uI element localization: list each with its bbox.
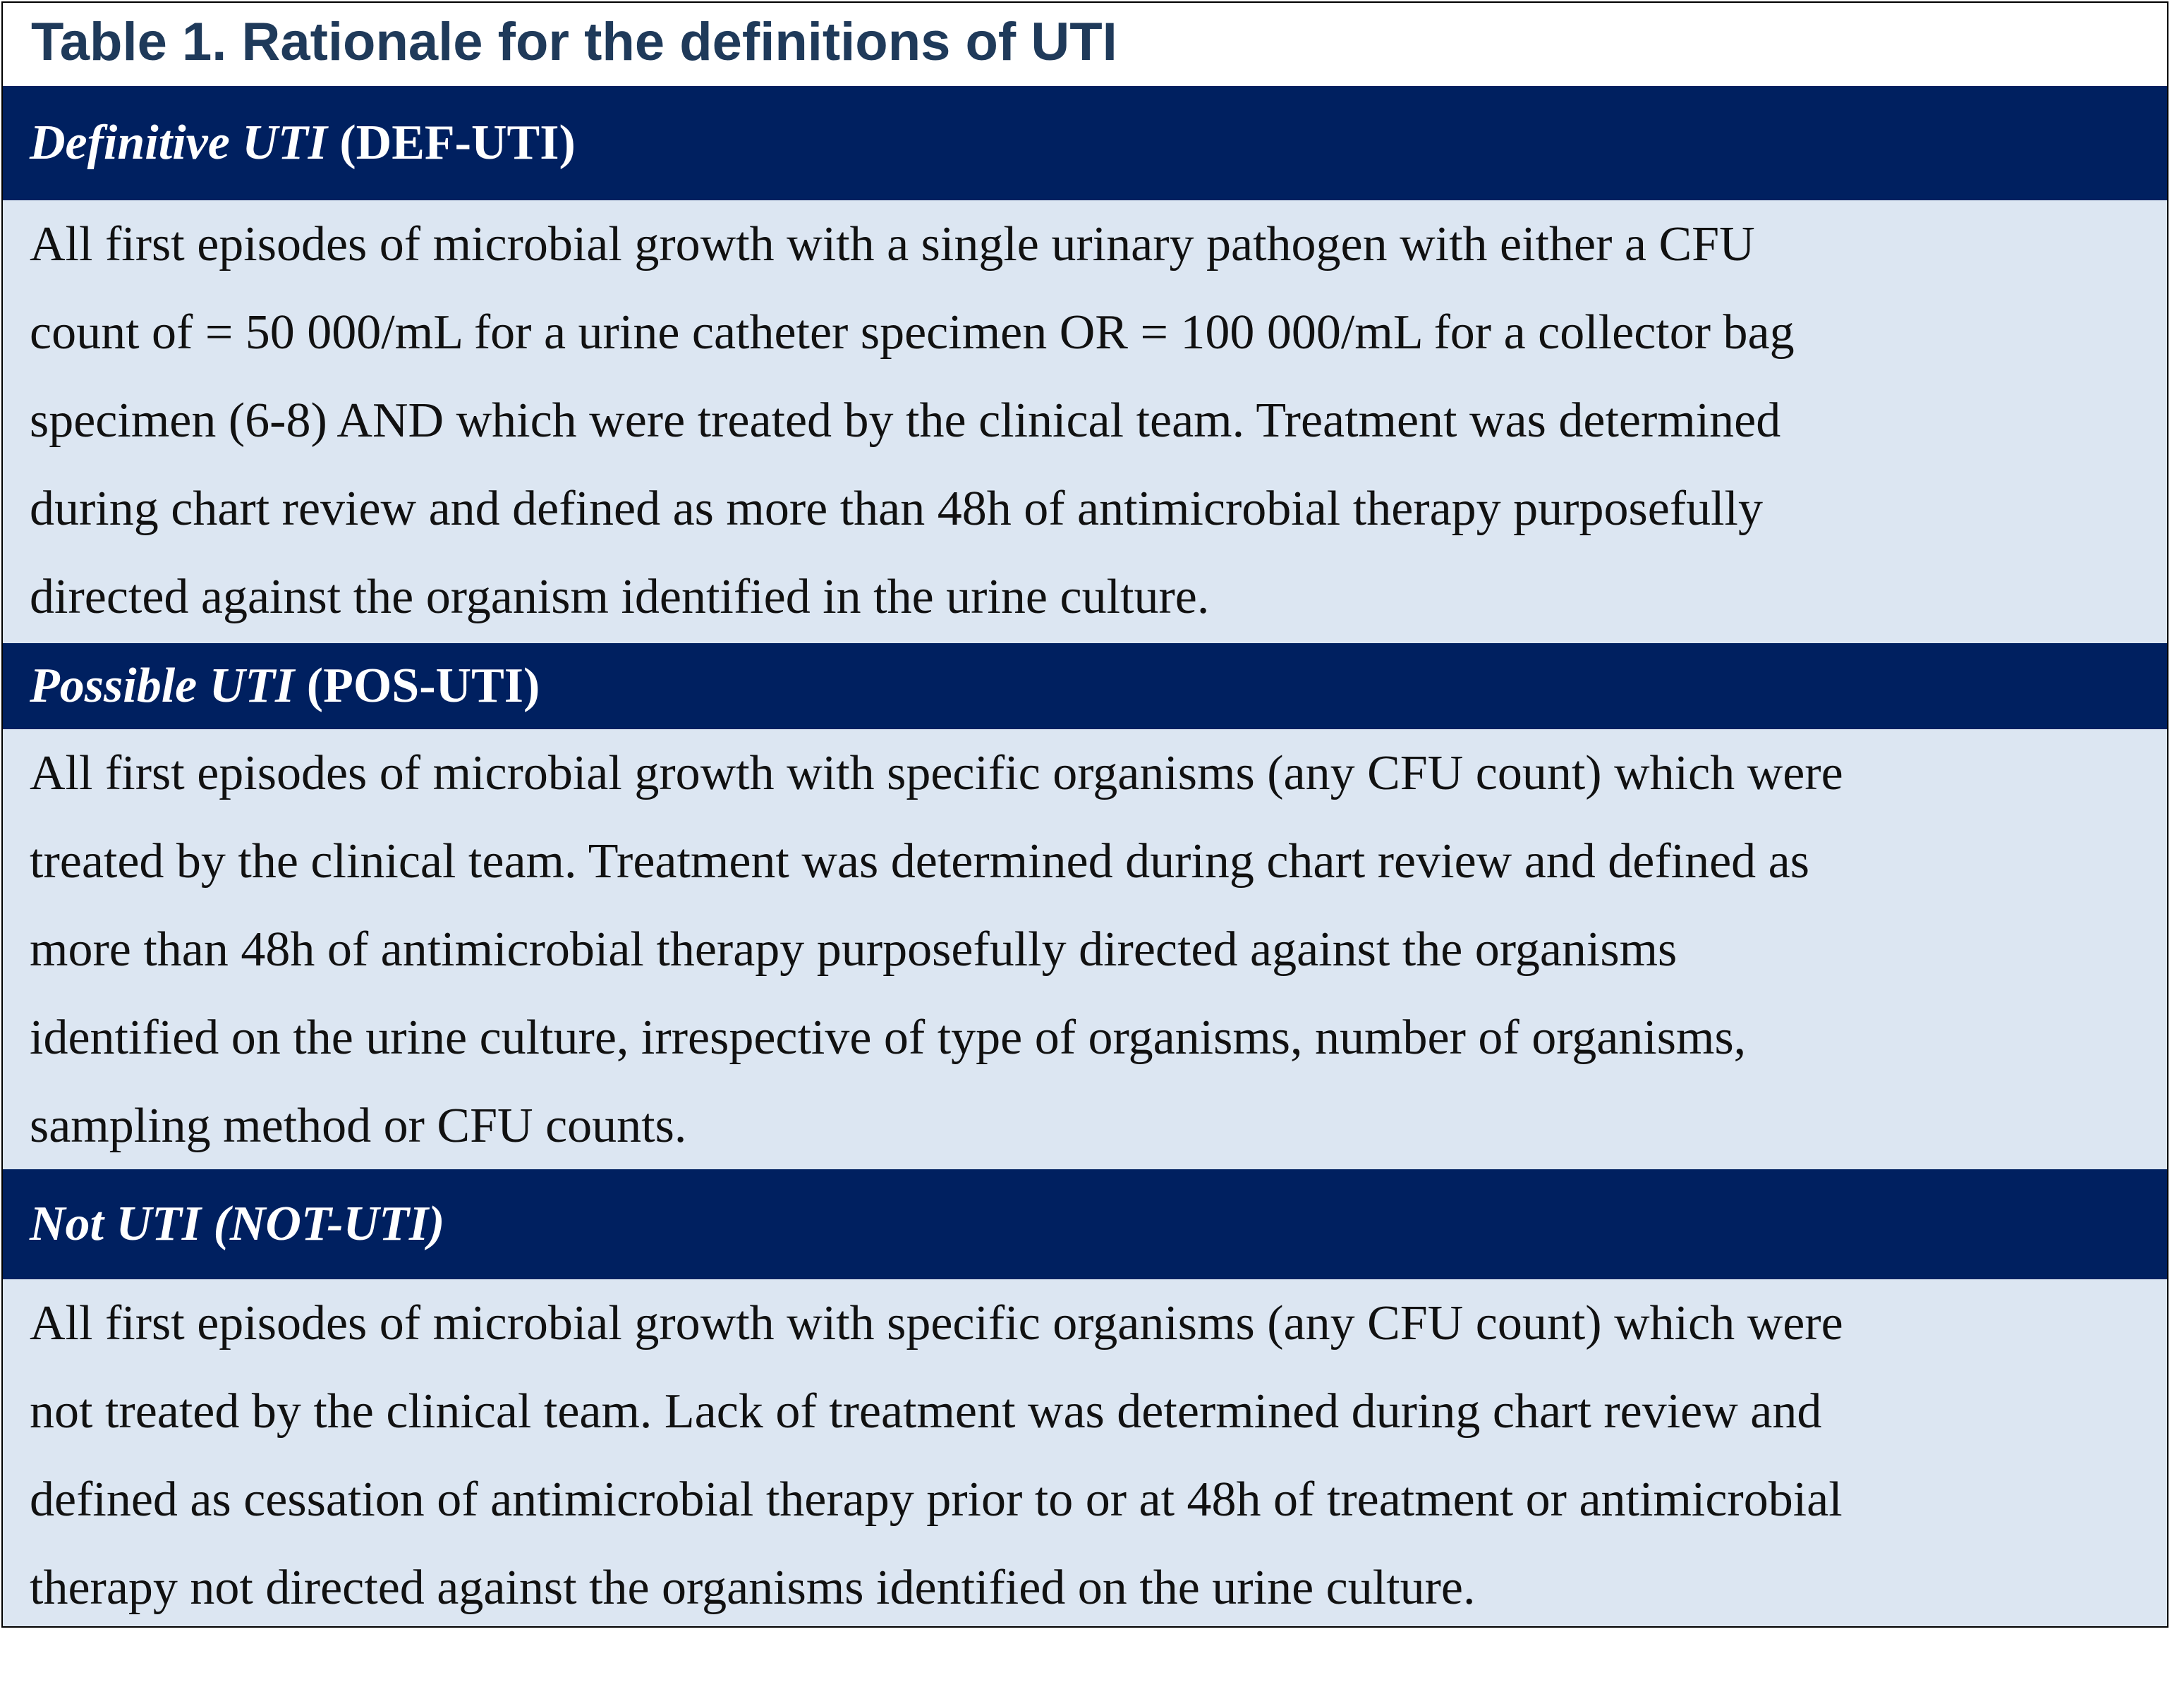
body-line: treated by the clinical team. Treatment was determined during chart review and defined as (30, 834, 1809, 889)
section-body-definitive-uti (3, 200, 2167, 643)
section-header-not-uti: Not UTI (NOT-UTI) (3, 1169, 2167, 1279)
body-line: sampling method or CFU counts. (30, 1099, 687, 1153)
body-line: defined as cessation of antimicrobial therapy prior to or at 48h of treatment or antimicrobial (30, 1473, 1843, 1527)
section-header-definitive-uti (3, 86, 2167, 200)
body-line: therapy not directed against the organisms identified on the urine culture. (30, 1561, 1476, 1615)
body-line: more than 48h of antimicrobial therapy purposefully directed against the organisms (30, 922, 1678, 977)
body-line: identified on the urine culture, irrespective of type of organisms, number of organisms, (30, 1011, 1747, 1065)
section-body-possible-uti (3, 729, 2167, 1169)
uti-definitions-table (1, 1, 2168, 1628)
body-line: during chart review and defined as more than 48h of antimicrobial therapy purposefully (30, 482, 1763, 536)
section-term: Possible UTI (30, 659, 295, 713)
body-line: specimen (6-8) AND which were treated by the clinical team. Treatment was determined (30, 394, 1781, 448)
section-header-possible-uti (3, 643, 2167, 729)
table-caption: Table 1. Rationale for the definitions of UTI (3, 3, 2167, 86)
body-line: not treated by the clinical team. Lack of treatment was determined during chart review and (30, 1384, 1822, 1439)
body-line: All first episodes of microbial growth with specific organisms (any CFU count) which were (30, 1296, 1843, 1351)
section-code: (DEF-UTI) (339, 116, 576, 170)
section-term: Definitive UTI (30, 116, 327, 170)
body-line: All first episodes of microbial growth with specific organisms (any CFU count) which were (30, 746, 1843, 800)
section-body-not-uti (3, 1279, 2167, 1625)
body-line: All first episodes of microbial growth with a single urinary pathogen with either a CFU (30, 217, 1755, 272)
section-code: (POS-UTI) (306, 659, 540, 713)
body-line: directed against the organism identified in the urine culture. (30, 570, 1210, 624)
body-line: count of = 50 000/mL for a urine catheter specimen OR = 100 000/mL for a collector bag (30, 305, 1795, 360)
